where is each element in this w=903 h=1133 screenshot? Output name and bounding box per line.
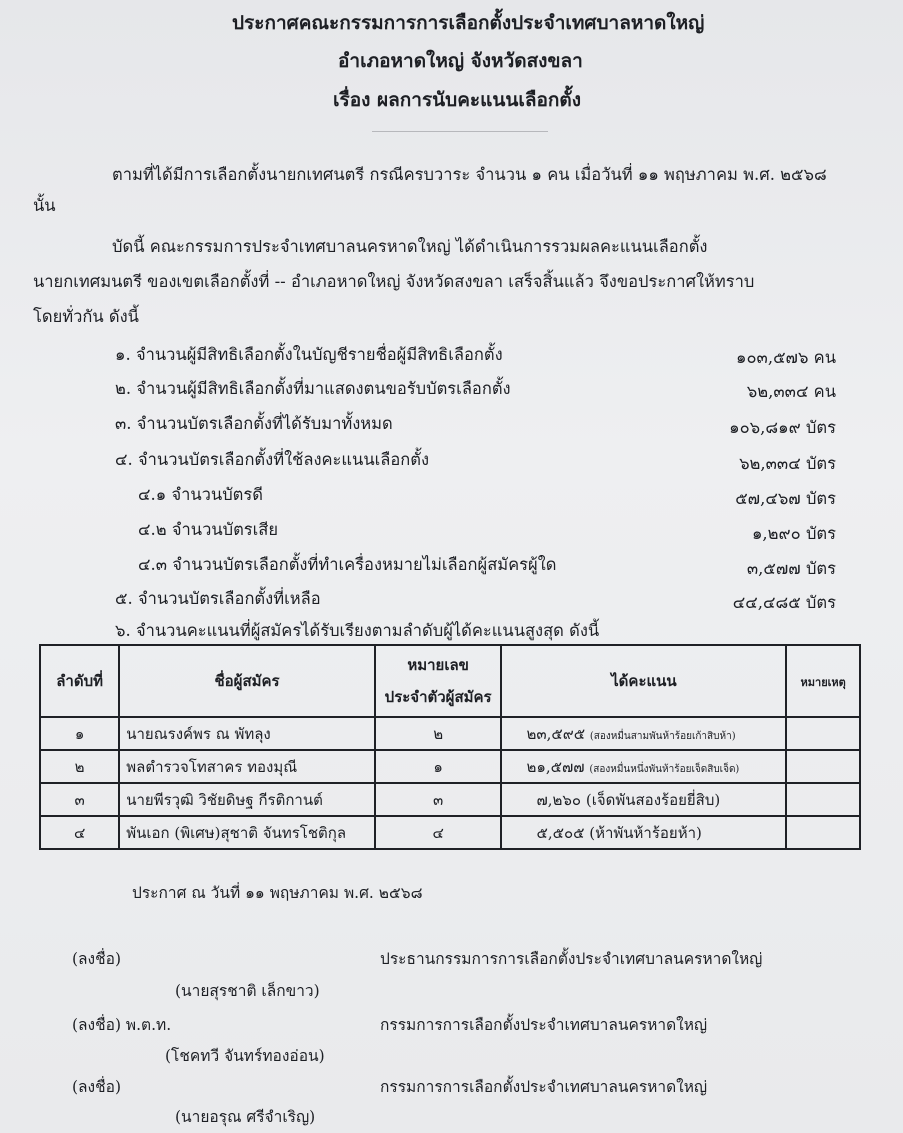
item-value: ๑๐๖,๘๑๙ บัตร [729,418,836,437]
intro-line-2: นั้น [33,196,56,215]
score-value: ๒๓,๕๙๕ [526,724,586,743]
item-value: ๓,๕๗๗ บัตร [746,559,836,578]
item-value: ๕๗,๔๖๗ บัตร [735,489,836,508]
cell-number: ๒ [375,717,502,750]
item-label: ๔.๑ จำนวนบัตรดี [138,485,263,504]
item-label: ๒. จำนวนผู้มีสิทธิเลือกตั้งที่มาแสดงตนขอรับบัตรเลือกตั้ง [115,379,511,398]
cell-note [786,816,860,849]
item-value: ๖๒,๓๓๔ คน [746,382,836,401]
score-words: (ห้าพันห้าร้อยห้า) [589,823,702,842]
heading-subject: เรื่อง ผลการนับคะแนนเลือกตั้ง [333,89,582,111]
cell-note [786,750,860,783]
table-row [40,783,860,816]
score-value: ๕,๕๐๕ [536,823,585,842]
heading-divider [372,131,548,132]
cell-rank: ๓ [40,783,119,816]
cell-score [501,750,786,783]
header-number-line-1: หมายเลข [407,656,469,674]
item-label: ๔. จำนวนบัตรเลือกตั้งที่ใช้ลงคะแนนเลือกตั้ง [115,450,430,469]
item-label: ๓. จำนวนบัตรเลือกตั้งที่ได้รับมาทั้งหมด [115,414,393,433]
body-line-1: บัดนี้ คณะกรรมการประจำเทศบาลนครหาดใหญ่ ได้ดำเนินการรวมผลคะแนนเลือกตั้ง [112,237,708,256]
signature-role: ประธานกรรมการการเลือกตั้งประจำเทศบาลนครหาดใหญ่ [380,950,763,968]
intro-line-1: ตามที่ได้มีการเลือกตั้งนายกเทศนตรี กรณีครบวาระ จำนวน ๑ คน เมื่อวันที่ ๑๑ พฤษภาคม พ.ศ. ๒๕๖๘ [112,165,827,184]
cell-score [501,783,786,816]
score-value: ๗,๒๖๐ [536,790,582,809]
announce-date: ประกาศ ณ วันที่ ๑๑ พฤษภาคม พ.ศ. ๒๕๖๘ [132,884,423,902]
header-name: ชื่อผู้สมัคร [119,645,375,717]
score-words: (เจ็ดพันสองร้อยยี่สิบ) [585,790,721,809]
cell-rank: ๑ [40,717,119,750]
cell-note [786,783,860,816]
item-label: ๔.๒ จำนวนบัตรเสีย [138,520,279,539]
cell-score [501,816,786,849]
cell-name: พลตำรวจโทสาคร ทองมุณี [119,750,375,783]
body-line-2: นายกเทศมนตรี ของเขตเลือกตั้งที่ -- อำเภอหาดใหญ่ จังหวัดสงขลา เสร็จสิ้นแล้ว จึงขอประกาศให้ทราบ [33,272,755,291]
score-words: (สองหมื่นสามพันห้าร้อยเก้าสิบห้า) [589,730,736,742]
header-number-line-2: ประจำตัวผู้สมัคร [384,688,492,706]
heading-line-2: อำเภอหาดใหญ่ จังหวัดสงขลา [338,50,583,72]
signature-name: (โชคทวี จันทร์ทองอ่อน) [165,1047,325,1065]
cell-rank: ๔ [40,816,119,849]
score-words: (สองหมื่นหนึ่งพันห้าร้อยเจ็ดสิบเจ็ด) [589,763,740,775]
cell-name: นายณรงค์พร ณ พัทลุง [119,717,375,750]
cell-note [786,717,860,750]
header-score: ได้คะแนน [501,645,786,717]
signature-name: (นายอรุณ ศรีจำเริญ) [175,1108,316,1126]
cell-name: พันเอก (พิเศษ)สุชาติ จันทรโชติกุล [119,816,375,849]
table-header-row [40,645,860,717]
item-label: ๕. จำนวนบัตรเลือกตั้งที่เหลือ [115,589,321,608]
item-label: ๑. จำนวนผู้มีสิทธิเลือกตั้งในบัญชีรายชื่อผู้มีสิทธิเลือกตั้ง [115,345,503,364]
cell-name: นายพีรวุฒิ วิชัยดิษฐ กีรติกานต์ [119,783,375,816]
signature-role: กรรมการการเลือกตั้งประจำเทศบาลนครหาดใหญ่ [380,1016,708,1034]
item-value: ๔๔,๔๘๕ บัตร [732,593,836,612]
cell-score [501,717,786,750]
results-table [39,644,861,850]
item-label: ๔.๓ จำนวนบัตรเลือกตั้งที่ทำเครื่องหมายไม่เลือกผู้สมัครผู้ใด [138,555,557,574]
header-number [375,645,502,717]
signature-name: (นายสุรชาติ เล็กขาว) [175,982,320,1000]
signature-label: (ลงชื่อ) [72,950,121,968]
header-note [786,645,860,717]
cell-number: ๔ [375,816,502,849]
signature-label: (ลงชื่อ) [72,1078,121,1096]
item-label: ๖. จำนวนคะแนนที่ผู้สมัครได้รับเรียงตามลำดับผู้ได้คะแนนสูงสุด ดังนี้ [115,621,600,640]
cell-number: ๓ [375,783,502,816]
item-value: ๑,๒๙๐ บัตร [751,524,836,543]
header-note-label: หมายเหตุ [800,675,846,689]
heading-line-1: ประกาศคณะกรรมการการเลือกตั้งประจำเทศบาลหาดใหญ่ [232,12,705,34]
header-rank: ลำดับที่ [40,645,119,717]
item-value: ๖๒,๓๓๔ บัตร [739,454,836,473]
cell-number: ๑ [375,750,502,783]
signature-role: กรรมการการเลือกตั้งประจำเทศบาลนครหาดใหญ่ [380,1078,708,1096]
cell-rank: ๒ [40,750,119,783]
score-value: ๒๑,๕๗๗ [526,757,585,776]
item-value: ๑๐๓,๕๗๖ คน [736,348,836,367]
signature-label: (ลงชื่อ) พ.ต.ท. [72,1016,172,1034]
table-row [40,750,860,783]
table-row [40,816,860,849]
table-row [40,717,860,750]
body-line-3: โดยทั่วกัน ดังนี้ [33,307,139,326]
